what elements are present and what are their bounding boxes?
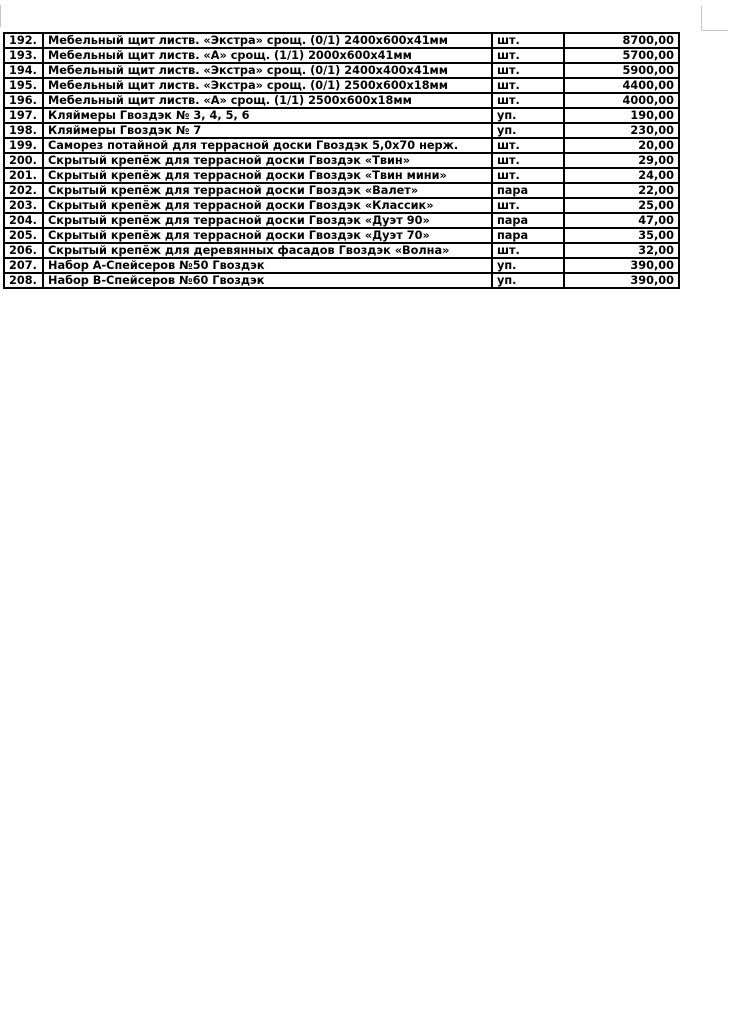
price: 47,00 xyxy=(564,213,679,228)
table-row xyxy=(4,183,679,198)
price: 5900,00 xyxy=(564,63,679,78)
unit: шт. xyxy=(492,93,564,108)
product-name: Мебельный щит листв. «А» срощ. (1/1) 2500х600х18мм xyxy=(43,93,492,108)
table-row xyxy=(4,78,679,93)
row-number: 206. xyxy=(4,243,43,258)
row-number: 207. xyxy=(4,258,43,273)
table-row xyxy=(4,258,679,273)
table-row xyxy=(4,153,679,168)
product-name: Скрытый крепёж для террасной доски Гвоздэк «Твин» xyxy=(43,153,492,168)
unit: пара xyxy=(492,228,564,243)
unit: шт. xyxy=(492,153,564,168)
unit: шт. xyxy=(492,198,564,213)
unit: шт. xyxy=(492,168,564,183)
unit: шт. xyxy=(492,48,564,63)
table-row xyxy=(4,168,679,183)
price: 29,00 xyxy=(564,153,679,168)
table-row xyxy=(4,213,679,228)
price-table xyxy=(3,32,680,289)
price-table-body xyxy=(4,33,679,288)
row-number: 205. xyxy=(4,228,43,243)
product-name: Скрытый крепёж для террасной доски Гвоздэк «Твин мини» xyxy=(43,168,492,183)
product-name: Скрытый крепёж для террасной доски Гвоздэк «Дуэт 70» xyxy=(43,228,492,243)
price: 230,00 xyxy=(564,123,679,138)
unit: шт. xyxy=(492,63,564,78)
price: 24,00 xyxy=(564,168,679,183)
row-number: 198. xyxy=(4,123,43,138)
unit: пара xyxy=(492,213,564,228)
price: 8700,00 xyxy=(564,33,679,48)
unit: шт. xyxy=(492,78,564,93)
table-row xyxy=(4,93,679,108)
table-row xyxy=(4,198,679,213)
price: 390,00 xyxy=(564,273,679,288)
product-name: Скрытый крепёж для террасной доски Гвоздэк «Дуэт 90» xyxy=(43,213,492,228)
unit: шт. xyxy=(492,33,564,48)
row-number: 193. xyxy=(4,48,43,63)
row-number: 203. xyxy=(4,198,43,213)
table-row xyxy=(4,243,679,258)
table-row xyxy=(4,33,679,48)
row-number: 208. xyxy=(4,273,43,288)
unit: уп. xyxy=(492,258,564,273)
row-number: 196. xyxy=(4,93,43,108)
product-name: Мебельный щит листв. «Экстра» срощ. (0/1) 2400х400х41мм xyxy=(43,63,492,78)
table-row xyxy=(4,123,679,138)
unit: пара xyxy=(492,183,564,198)
row-number: 201. xyxy=(4,168,43,183)
row-number: 199. xyxy=(4,138,43,153)
row-number: 195. xyxy=(4,78,43,93)
product-name: Саморез потайной для террасной доски Гвоздэк 5,0х70 нерж. xyxy=(43,138,492,153)
unit: уп. xyxy=(492,108,564,123)
page-corner-mark-right xyxy=(701,6,728,31)
product-name: Мебельный щит листв. «Экстра» срощ. (0/1) 2400х600х41мм xyxy=(43,33,492,48)
product-name: Кляймеры Гвоздэк № 3, 4, 5, 6 xyxy=(43,108,492,123)
row-number: 202. xyxy=(4,183,43,198)
row-number: 194. xyxy=(4,63,43,78)
row-number: 192. xyxy=(4,33,43,48)
price: 32,00 xyxy=(564,243,679,258)
price: 190,00 xyxy=(564,108,679,123)
price: 4000,00 xyxy=(564,93,679,108)
row-number: 200. xyxy=(4,153,43,168)
table-row xyxy=(4,63,679,78)
unit: шт. xyxy=(492,138,564,153)
unit: шт. xyxy=(492,243,564,258)
price: 35,00 xyxy=(564,228,679,243)
unit: уп. xyxy=(492,273,564,288)
price: 4400,00 xyxy=(564,78,679,93)
price: 22,00 xyxy=(564,183,679,198)
product-name: Кляймеры Гвоздэк № 7 xyxy=(43,123,492,138)
price: 25,00 xyxy=(564,198,679,213)
table-row xyxy=(4,228,679,243)
product-name: Набор В-Спейсеров №60 Гвоздэк xyxy=(43,273,492,288)
table-row xyxy=(4,138,679,153)
price: 20,00 xyxy=(564,138,679,153)
product-name: Мебельный щит листв. «Экстра» срощ. (0/1) 2500х600х18мм xyxy=(43,78,492,93)
row-number: 197. xyxy=(4,108,43,123)
unit: уп. xyxy=(492,123,564,138)
product-name: Скрытый крепёж для террасной доски Гвоздэк «Классик» xyxy=(43,198,492,213)
page-corner-mark-left xyxy=(0,5,1,27)
price: 5700,00 xyxy=(564,48,679,63)
price: 390,00 xyxy=(564,258,679,273)
product-name: Скрытый крепёж для деревянных фасадов Гвоздэк «Волна» xyxy=(43,243,492,258)
product-name: Скрытый крепёж для террасной доски Гвоздэк «Валет» xyxy=(43,183,492,198)
product-name: Мебельный щит листв. «А» срощ. (1/1) 2000х600х41мм xyxy=(43,48,492,63)
table-row xyxy=(4,108,679,123)
table-row xyxy=(4,48,679,63)
table-row xyxy=(4,273,679,288)
product-name: Набор А-Спейсеров №50 Гвоздэк xyxy=(43,258,492,273)
row-number: 204. xyxy=(4,213,43,228)
